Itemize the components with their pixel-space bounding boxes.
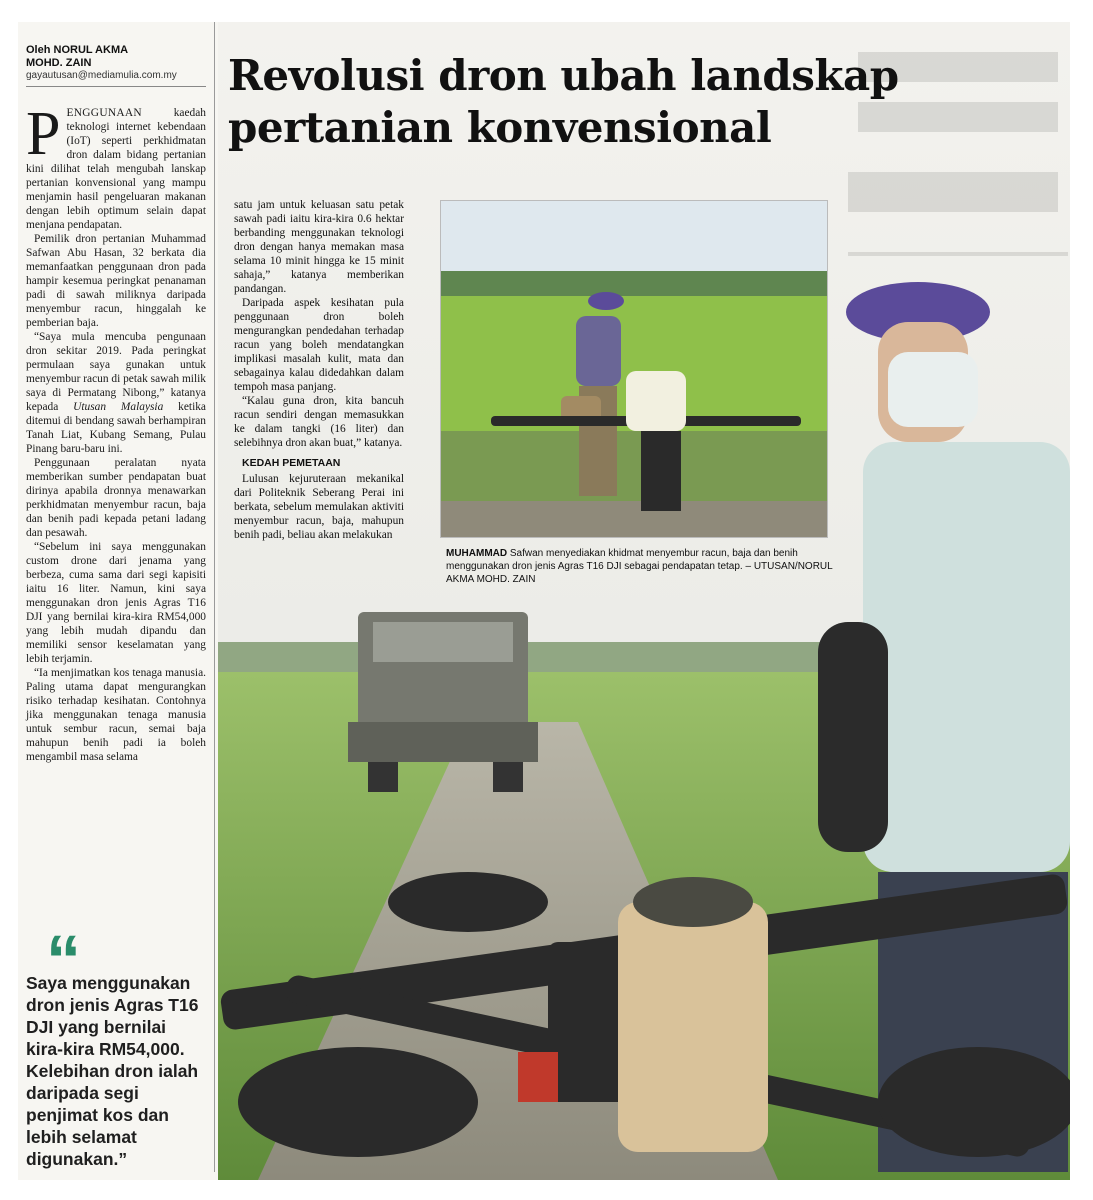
mid-paragraph-2: Daripada aspek kesihatan pula penggunaan dron boleh mengurangkan pendedahan terhadap racun yang boleh mendatangkan implikasi masalah kulit, mata dan sebagainya kalau didedahkan dalam tempoh masa panjang. xyxy=(234,297,404,393)
byline xyxy=(26,44,206,70)
main-photo xyxy=(218,22,1070,1180)
paragraph-3-b: ketika ditemui di bendang sawah berhampiran Tanah Liat, Kubang Semang, Pulau Pinang baru-baru ini. xyxy=(26,401,206,455)
byline-line-1: Oleh NORUL AKMA xyxy=(26,44,129,56)
lead-caps: ENGGUNAAN xyxy=(66,107,142,119)
headline xyxy=(228,50,1048,154)
paragraph-4: Penggunaan peralatan nyata memberikan sumber pendapatan buat dirinya apabila dronnya menawarkan perkhidmatan menyembur racun, baja dan benih padi kepada petani ladang dan pesawah. xyxy=(26,457,206,539)
newspaper-page xyxy=(18,22,1070,1180)
quote-icon: “ xyxy=(46,921,81,999)
mid-paragraph-1: satu jam untuk keluasan satu petak sawah padi iaitu kira-kira 0.6 hektar berbanding menggunakan teknologi dron dengan hanya memakan masa selama 10 minit hingga ke 15 minit sahaja,” katanya memberikan pandangan. xyxy=(234,199,404,295)
lead-text: kaedah teknologi internet kebendaan (IoT) seperti perkhidmatan dron dalam bidang pertanian kini dilihat telah mengubah lanskap pertanian konvensional yang mampu menjamin hasil pengeluaran makanan dengan lebih optimum selain dapat menjana pendapatan. xyxy=(26,107,206,231)
subheading: KEDAH PEMETAAN xyxy=(242,457,341,469)
paragraph-3 xyxy=(26,330,206,456)
paragraph-1 xyxy=(26,100,206,232)
byline-rule xyxy=(26,86,206,87)
middle-column xyxy=(234,198,404,542)
column-rule xyxy=(214,22,215,1172)
paragraph-3-a: “Saya mula mencuba pengunaan dron sekitar 2019. Pada peringkat permulaan saya gunakan untuk menyembur racun di petak sawah milik saya di Permatang Nibong,” katanya kepada xyxy=(26,331,206,413)
paragraph-6: “Ia menjimatkan kos tenaga manusia. Paling utama dapat mengurangkan risiko terhadap kesihatan. Contohnya jika menggunakan tenaga manusia untuk sembur racun, semai baja mahupun benih padi ia boleh mengambil masa selama xyxy=(26,667,206,763)
mid-paragraph-3: “Kalau guna dron, kita bancuh racun sendiri dengan memasukkan ke dalam tangki (16 liter) dan selebihnya dron akan buat,” katanya. xyxy=(234,395,404,449)
photo-caption xyxy=(446,547,836,586)
mid-paragraph-4: Lulusan kejuruteraan mekanikal dari Politeknik Seberang Perai ini berkata, sebelum memulakan aktiviti menyembur racun, baja, mahupun benih padi, beliau akan melakukan xyxy=(234,473,404,541)
drop-cap: P xyxy=(26,100,61,168)
author-email: gayautusan@mediamulia.com.my xyxy=(26,70,177,81)
caption-name: MUHAMMAD xyxy=(446,548,508,559)
headline-line-1: Revolusi dron ubah landskap xyxy=(228,51,899,100)
publication-name: Utusan Malaysia xyxy=(73,401,164,413)
byline-line-2: MOHD. ZAIN xyxy=(26,57,92,69)
headline-line-2: pertanian konvensional xyxy=(228,103,772,152)
pull-quote: Saya menggunakan dron jenis Agras T16 DJI yang bernilai kira-kira RM54,000. Kelebihan dron ialah daripada segi penjimat kos dan lebih selamat digunakan.” xyxy=(26,973,199,1169)
paragraph-2: Pemilik dron pertanian Muhammad Safwan Abu Hasan, 32 berkata dia memanfaatkan penggunaan dron pada hampir kesemua peringkat penanaman padi di sawah miliknya daripada menyembur racun, hinggalah ke pemberian baja. xyxy=(26,233,206,329)
paragraph-5: “Sebelum ini saya menggunakan custom drone dari jenama yang berbeza, cuma sama dari segi kapisiti iaitu 16 liter. Namun, kini saya menggunakan dron jenis Agras T16 DJI yang bernilai kira-kira RM54,000 yang lebih mudah dipandu dan memiliki sensor keselamatan yang lebih terjamin. xyxy=(26,541,206,665)
inset-photo xyxy=(440,200,828,538)
left-column xyxy=(26,100,206,764)
caption-text: Safwan menyediakan khidmat menyembur racun, baja dan benih menggunakan dron jenis Agras T16 DJI sebagai pendapatan tetap. – UTUSAN/NORUL AKMA MOHD. ZAIN xyxy=(446,548,833,585)
